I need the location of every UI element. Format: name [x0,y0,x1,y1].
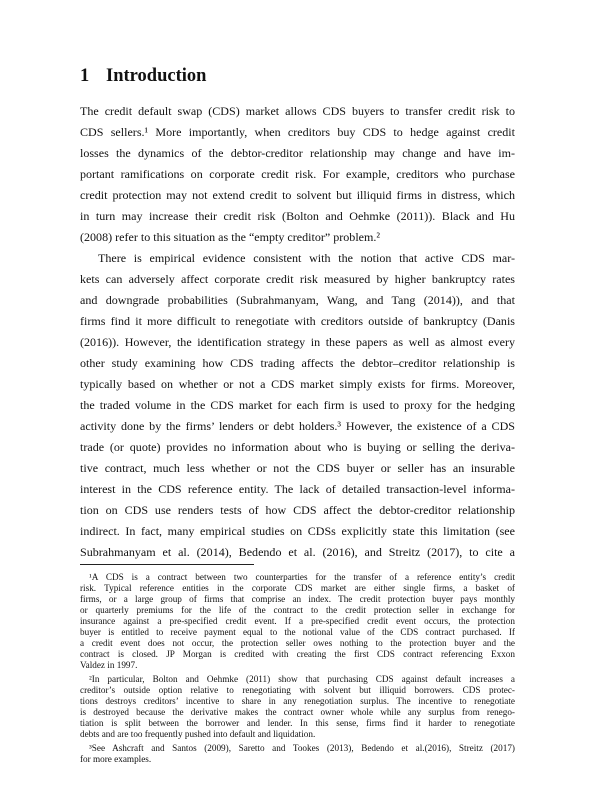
footnote-line: ³See Ashcraft and Santos (2009), Saretto and Tookes (2013), Bedendo et al.(2016), Streitz (2017) [89,743,515,753]
footnote-line: or quarterly premiums for the life of the contract to the credit protection seller in exchange for [80,605,515,615]
body-line: The credit default swap (CDS) market allows CDS buyers to transfer credit risk to [80,104,515,118]
section-number: 1 [80,66,90,86]
body-line: other study examining how CDS trading affects the debtor–creditor relationship is [80,356,515,370]
footnote-line: firms, or a large group of firms that comprise an index. The credit protection buyer pays monthly [80,594,515,604]
footnote-line: contract is closed. JP Morgan is credited with creating the first CDS contract referencing Exxon [80,649,515,659]
footnote-line: buyer is entitled to receive payment equal to the notional value of the CDS contract purchased. If [80,627,515,637]
footnote-line: ¹A CDS is a contract between two counterparties for the transfer of a reference entity’s credit [89,572,515,582]
body-line: CDS sellers.¹ More importantly, when creditors buy CDS to hedge against credit [80,125,515,139]
body-line: credit protection may not extend credit to solvent but illiquid firms in distress, which [80,188,515,202]
body-line: losses the dynamics of the debtor-creditor relationship may change and have im- [80,146,515,160]
footnote-line: tions destroys creditors’ incentive to share in any renegotiation surplus. The incentive to renegotiate [80,696,515,706]
body-line: kets can adversely affect corporate credit risk measured by higher bankruptcy rates [80,272,515,286]
footnote-line: tiation is split between the borrower and lender. In this sense, firms find it harder to renegotiate [80,718,515,728]
section-title: Introduction [106,66,207,86]
footnote-line: Valdez in 1997. [80,660,138,670]
footnote-line: is destroyed because the derivative makes the contract owner whole while any surplus from renego- [80,707,515,717]
body-line: typically based on whether or not a CDS market simply exists for firms. Moreover, [80,377,515,391]
footnote-line: risk. Typical reference entities in the corporate CDS market are either single firms, a basket of [80,583,515,593]
body-line: tive contract, much less whether or not the CDS buyer or seller has an insurable [80,461,515,475]
body-line: in turn may increase their credit risk (Bolton and Oehmke (2011)). Black and Hu [80,209,515,223]
footnote-line: creditor’s outside option relative to renegotiating with solvent but illiquid borrowers. CDS protec- [80,685,515,695]
body-line: (2016)). However, the identification strategy in these papers as well as almost every [80,335,515,349]
body-line: trade (or quote) provides no information about who is buying or selling the deriva- [80,440,515,454]
footnote-line: for more examples. [80,754,152,764]
footnote-line: insurance against a pre-specified credit event. If a pre-specified credit event occurs, the protection [80,616,515,626]
body-line: and downgrade probabilities (Subrahmanyam, Wang, and Tang (2014)), and that [80,293,515,307]
body-line: activity done by the firms’ lenders or debt holders.³ However, the existence of a CDS [80,419,515,433]
body-line: indirect. In fact, many empirical studies on CDSs explicitly state this limitation (see [80,524,515,538]
body-line: (2008) refer to this situation as the “empty creditor” problem.² [80,230,381,244]
body-line: portant ramifications on corporate credit risk. For example, creditors who purchase [80,167,515,181]
body-line: the traded volume in the CDS market for each firm is used to proxy for the hedging [80,398,515,412]
body-line: interest in the CDS reference entity. The lack of detailed transaction-level informa- [80,482,515,496]
footnote-rule [80,564,254,565]
footnote-line: ²In particular, Bolton and Oehmke (2011) show that purchasing CDS against default increases a [89,674,515,684]
body-line: Subrahmanyam et al. (2014), Bedendo et al. (2016), and Streitz (2017), to cite a [80,545,515,559]
footnote-line: debts and are too frequently pushed into default and liquidation. [80,729,316,739]
footnote-line: a credit event does not occur, the protection seller owes nothing to the protection buyer and the [80,638,515,648]
body-line: firms find it more difficult to renegotiate with creditors outside of bankruptcy (Danis [80,314,515,328]
body-line: There is empirical evidence consistent with the notion that active CDS mar- [98,251,515,265]
section-heading [80,66,520,87]
body-line: tion on CDS use renders tests of how CDS affect the debtor-creditor relationship [80,503,515,517]
